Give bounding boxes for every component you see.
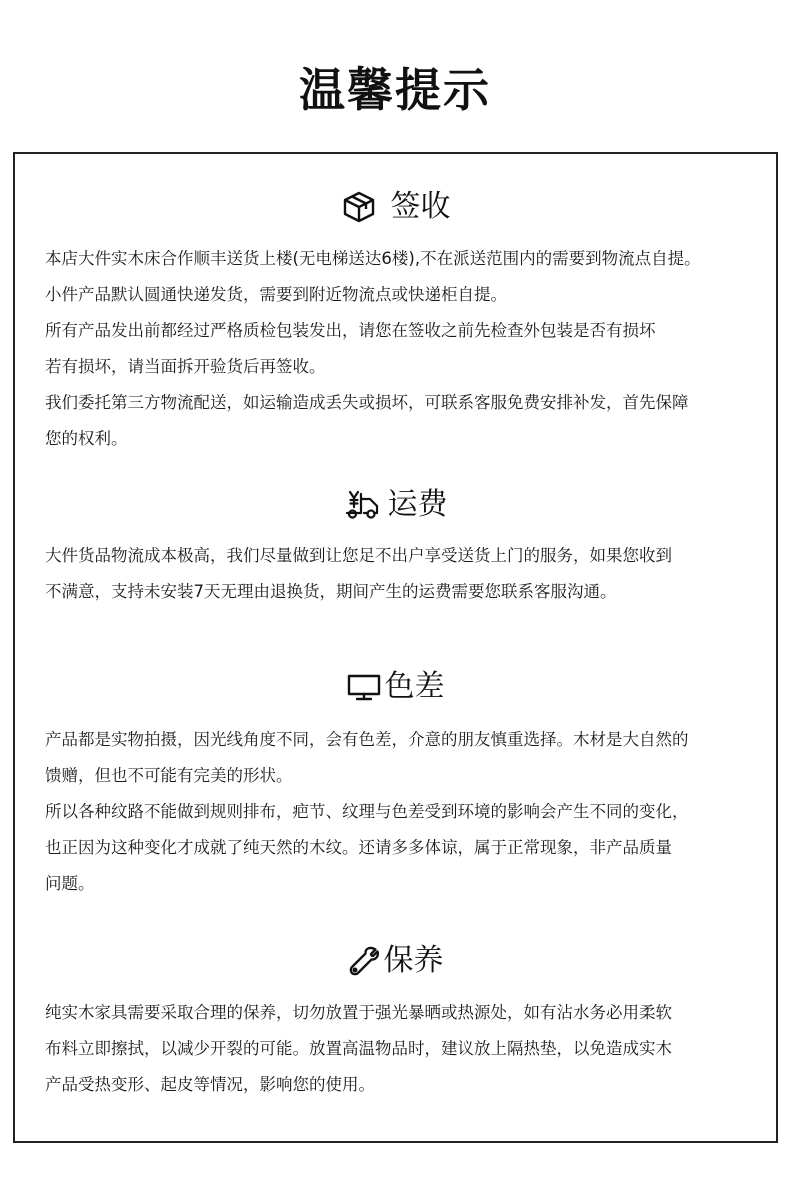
section-header-shipping xyxy=(15,483,776,527)
paragraph-line: 所以各种纹路不能做到规则排布，疤节、纹理与色差受到环境的影响会产生不同的变化， xyxy=(45,802,689,821)
paragraph-line: 馈赠，但也不可能有完美的形状。 xyxy=(45,766,293,785)
paragraph-line: 产品受热变形、起皮等情况，影响您的使用。 xyxy=(45,1075,375,1094)
section-body-color-difference xyxy=(45,722,760,902)
paragraph-line: 所有产品发出前都经过严格质检包装发出，请您在签收之前先检查外包装是否有损坏 xyxy=(45,321,656,340)
paragraph-line: 大件货品物流成本极高，我们尽量做到让您足不出户享受送货上门的服务，如果您收到 xyxy=(45,546,672,565)
paragraph-line: 不满意，支持未安装7天无理由退换货，期间产生的运费需要您联系客服沟通。 xyxy=(45,582,617,601)
section-header-color-difference xyxy=(15,665,776,709)
section-title-signing: 签收 xyxy=(390,189,451,224)
paragraph-line: 纯实木家具需要采取合理的保养，切勿放置于强光暴晒或热源处，如有沾水务必用柔软 xyxy=(45,1003,672,1022)
section-title-maintenance: 保养 xyxy=(383,943,444,978)
paragraph-line: 产品都是实物拍摄，因光线角度不同，会有色差，介意的朋友慎重选择。木材是大自然的 xyxy=(45,730,689,749)
section-header-maintenance xyxy=(15,939,776,983)
paragraph-line: 问题。 xyxy=(45,874,95,893)
section-title-shipping: 运费 xyxy=(387,487,448,522)
paragraph-line: 本店大件实木床合作顺丰送货上楼(无电梯送达6楼),不在派送范围内的需要到物流点自提。 xyxy=(45,249,701,268)
paragraph-line: 我们委托第三方物流配送，如运输造成丢失或损坏，可联系客服免费安排补发，首先保障 xyxy=(45,393,689,412)
section-title-color-difference: 色差 xyxy=(384,669,445,704)
page-title: 温馨提示 xyxy=(299,63,491,117)
package-box-icon xyxy=(341,190,377,224)
section-header-signing xyxy=(15,185,776,229)
section-body-shipping xyxy=(45,538,760,610)
paragraph-line: 小件产品默认圆通快递发货，需要到附近物流点或快递柜自提。 xyxy=(45,285,507,304)
delivery-truck-yen-icon xyxy=(344,488,382,522)
section-body-signing xyxy=(45,241,760,457)
paragraph-line: 也正因为这种变化才成就了纯天然的木纹。还请多多体谅，属于正常现象，非产品质量 xyxy=(45,838,672,857)
notice-box xyxy=(13,152,778,1143)
section-body-maintenance xyxy=(45,995,760,1103)
paragraph-line: 布料立即擦拭，以减少开裂的可能。放置高温物品时，建议放上隔热垫，以免造成实木 xyxy=(45,1039,672,1058)
wrench-icon xyxy=(348,945,380,977)
paragraph-line: 若有损坏，请当面拆开验货后再签收。 xyxy=(45,357,326,376)
monitor-icon xyxy=(347,672,381,702)
paragraph-line: 您的权利。 xyxy=(45,429,128,448)
